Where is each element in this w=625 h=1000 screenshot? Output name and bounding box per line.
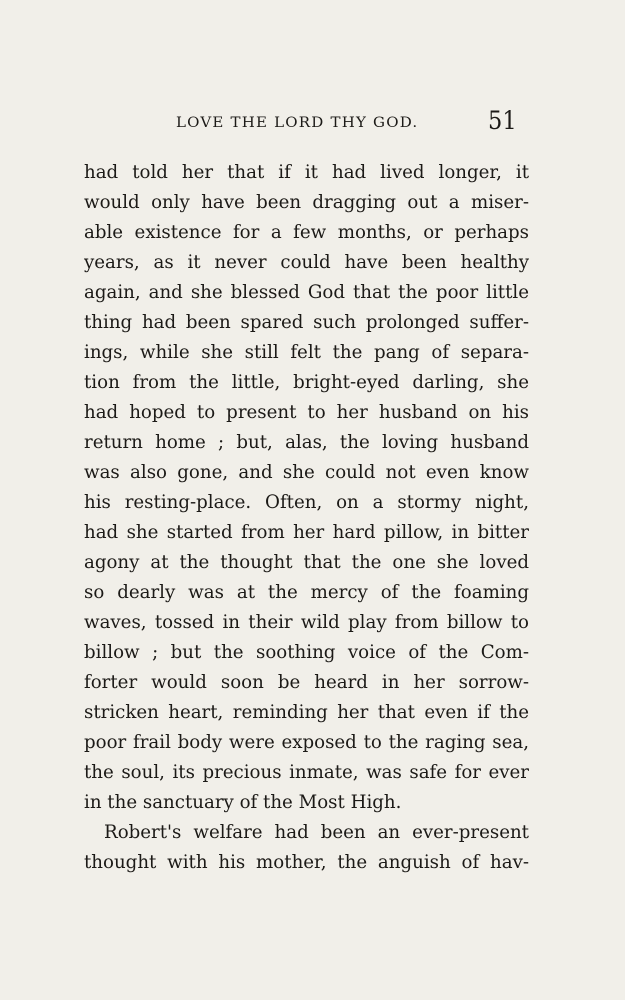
text-line: had she started from her hard pillow, in bitter <box>84 522 529 543</box>
page-number: 51 <box>488 106 517 135</box>
text-line: able existence for a few months, or perhaps <box>84 222 529 243</box>
text-line: waves, tossed in their wild play from billow to <box>84 612 529 633</box>
text-line: ings, while she still felt the pang of separa- <box>84 342 529 363</box>
text-line: stricken heart, reminding her that even if the <box>84 702 529 723</box>
text-line: years, as it never could have been healthy <box>84 252 529 273</box>
body-text <box>84 158 529 878</box>
text-line: billow ; but the soothing voice of the Com- <box>84 642 529 663</box>
text-line: thing had been spared such prolonged suffer- <box>84 312 529 333</box>
text-line: would only have been dragging out a miser- <box>84 192 529 213</box>
text-line: his resting-place. Often, on a stormy night, <box>84 492 529 513</box>
text-line: forter would soon be heard in her sorrow- <box>84 672 529 693</box>
text-line: was also gone, and she could not even know <box>84 462 529 483</box>
paragraph-end-line: in the sanctuary of the Most High. <box>84 792 402 813</box>
paragraph-start-line: Robert's welfare had been an ever-present <box>104 822 529 843</box>
text-line: the soul, its precious inmate, was safe for ever <box>84 762 529 783</box>
text-line: return home ; but, alas, the loving husband <box>84 432 529 453</box>
text-line: thought with his mother, the anguish of hav- <box>84 852 529 873</box>
text-line: agony at the thought that the one she loved <box>84 552 529 573</box>
text-line: tion from the little, bright-eyed darling, she <box>84 372 529 393</box>
text-line: again, and she blessed God that the poor little <box>84 282 529 303</box>
running-title: LOVE THE LORD THY GOD. <box>176 114 419 131</box>
running-head <box>0 108 625 148</box>
text-line: had told her that if it had lived longer, it <box>84 162 529 183</box>
text-line: so dearly was at the mercy of the foaming <box>84 582 529 603</box>
text-line: poor frail body were exposed to the raging sea, <box>84 732 529 753</box>
text-line: had hoped to present to her husband on his <box>84 402 529 423</box>
